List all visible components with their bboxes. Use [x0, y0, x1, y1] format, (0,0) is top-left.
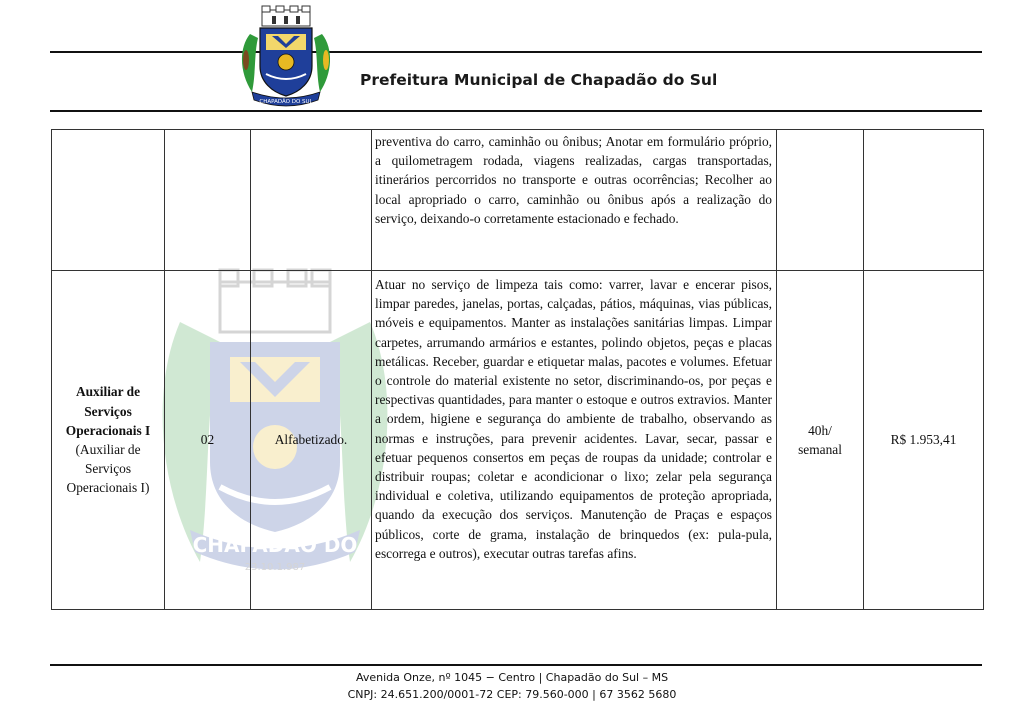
carga-horaria-cell: [777, 130, 864, 271]
job-positions-table: [51, 129, 984, 610]
atribuicoes-cell: preventiva do carro, caminhão ou ônibus; Anotar em formulário próprio, a quilometragem rodada, viagens realizadas, cargas transportadas, itinerários percorridos no transporte e outras ocorrências; Recolher ao local apropriado o carro, caminhão ou ônibus após a realização do serviço, deixando-o corretamente estacionado e fechado.: [372, 130, 777, 271]
vagas-cell: [165, 130, 251, 271]
page-title: Prefeitura Municipal de Chapadão do Sul: [360, 71, 718, 89]
atribuicoes-cell: Atuar no serviço de limpeza tais como: varrer, lavar e encerar pisos, limpar paredes, janelas, portas, calçadas, pátios, máquinas, vias públicas, móveis e equipamentos. Manter as instalações sanitárias limpas. Limpar carpetes, arrumando armários e estantes, polindo objetos, peças e placas metálicas. Receber, guardar e etiquetar malas, pacotes e volumes. Efetuar o controle do material existente no setor, discriminando-os, por peças e respectivas quantidades, para manter o estoque e outros extravios. Manter a ordem, higiene e segurança do ambiente de trabalho, observando as normas e instruções, para prevenir acidentes. Lavar, secar, passar e efetuar pequenos consertos em peças de roupas da unidade; controlar e distribuir roupas; coletar e acondicionar o lixo; zelar pela segurança individual e coletiva, utilizando equipamentos de proteção apropriada, quando da execução dos serviços. Manutenção de Praças e espaços públicos, corte de grama, instalação de brinquedos (ex: pula-pula, escorrega e outros), executar outras tarefas afins.: [372, 271, 777, 610]
logo-ribbon-text: CHAPADÃO DO SUL: [259, 99, 313, 105]
watermark-date: 23.10.1.987: [244, 562, 306, 573]
footer-contact: CNPJ: 24.651.200/0001-72 CEP: 79.560-000 | 67 3562 5680: [347, 688, 677, 701]
cargo-cell: [52, 271, 165, 610]
table-row: [52, 130, 984, 271]
vencimento-cell: R$ 1.953,41: [864, 271, 984, 610]
cargo-subtitle: (Auxiliar de Serviços Operacionais I): [66, 442, 150, 496]
footer-top-rule: [50, 664, 982, 666]
coat-of-arms-logo: [232, 4, 340, 112]
cargo-title: Auxiliar de Serviços Operacionais I: [65, 384, 151, 438]
watermark-text: CHAPADÃO DO: [192, 533, 358, 557]
header-top-rule: [50, 51, 982, 53]
escolaridade-cell: [251, 130, 372, 271]
table-row: [52, 271, 984, 610]
escolaridade-cell: Alfabetizado.: [251, 271, 372, 610]
vencimento-cell: [864, 130, 984, 271]
footer-address: Avenida Onze, nº 1045 − Centro | Chapadão do Sul – MS: [355, 671, 669, 684]
carga-horaria-cell: [777, 271, 864, 610]
vagas-cell: 02: [165, 271, 251, 610]
header-bottom-rule: [50, 110, 982, 112]
cargo-cell: [52, 130, 165, 271]
carga-horaria-text: 40h/ semanal: [798, 422, 842, 457]
